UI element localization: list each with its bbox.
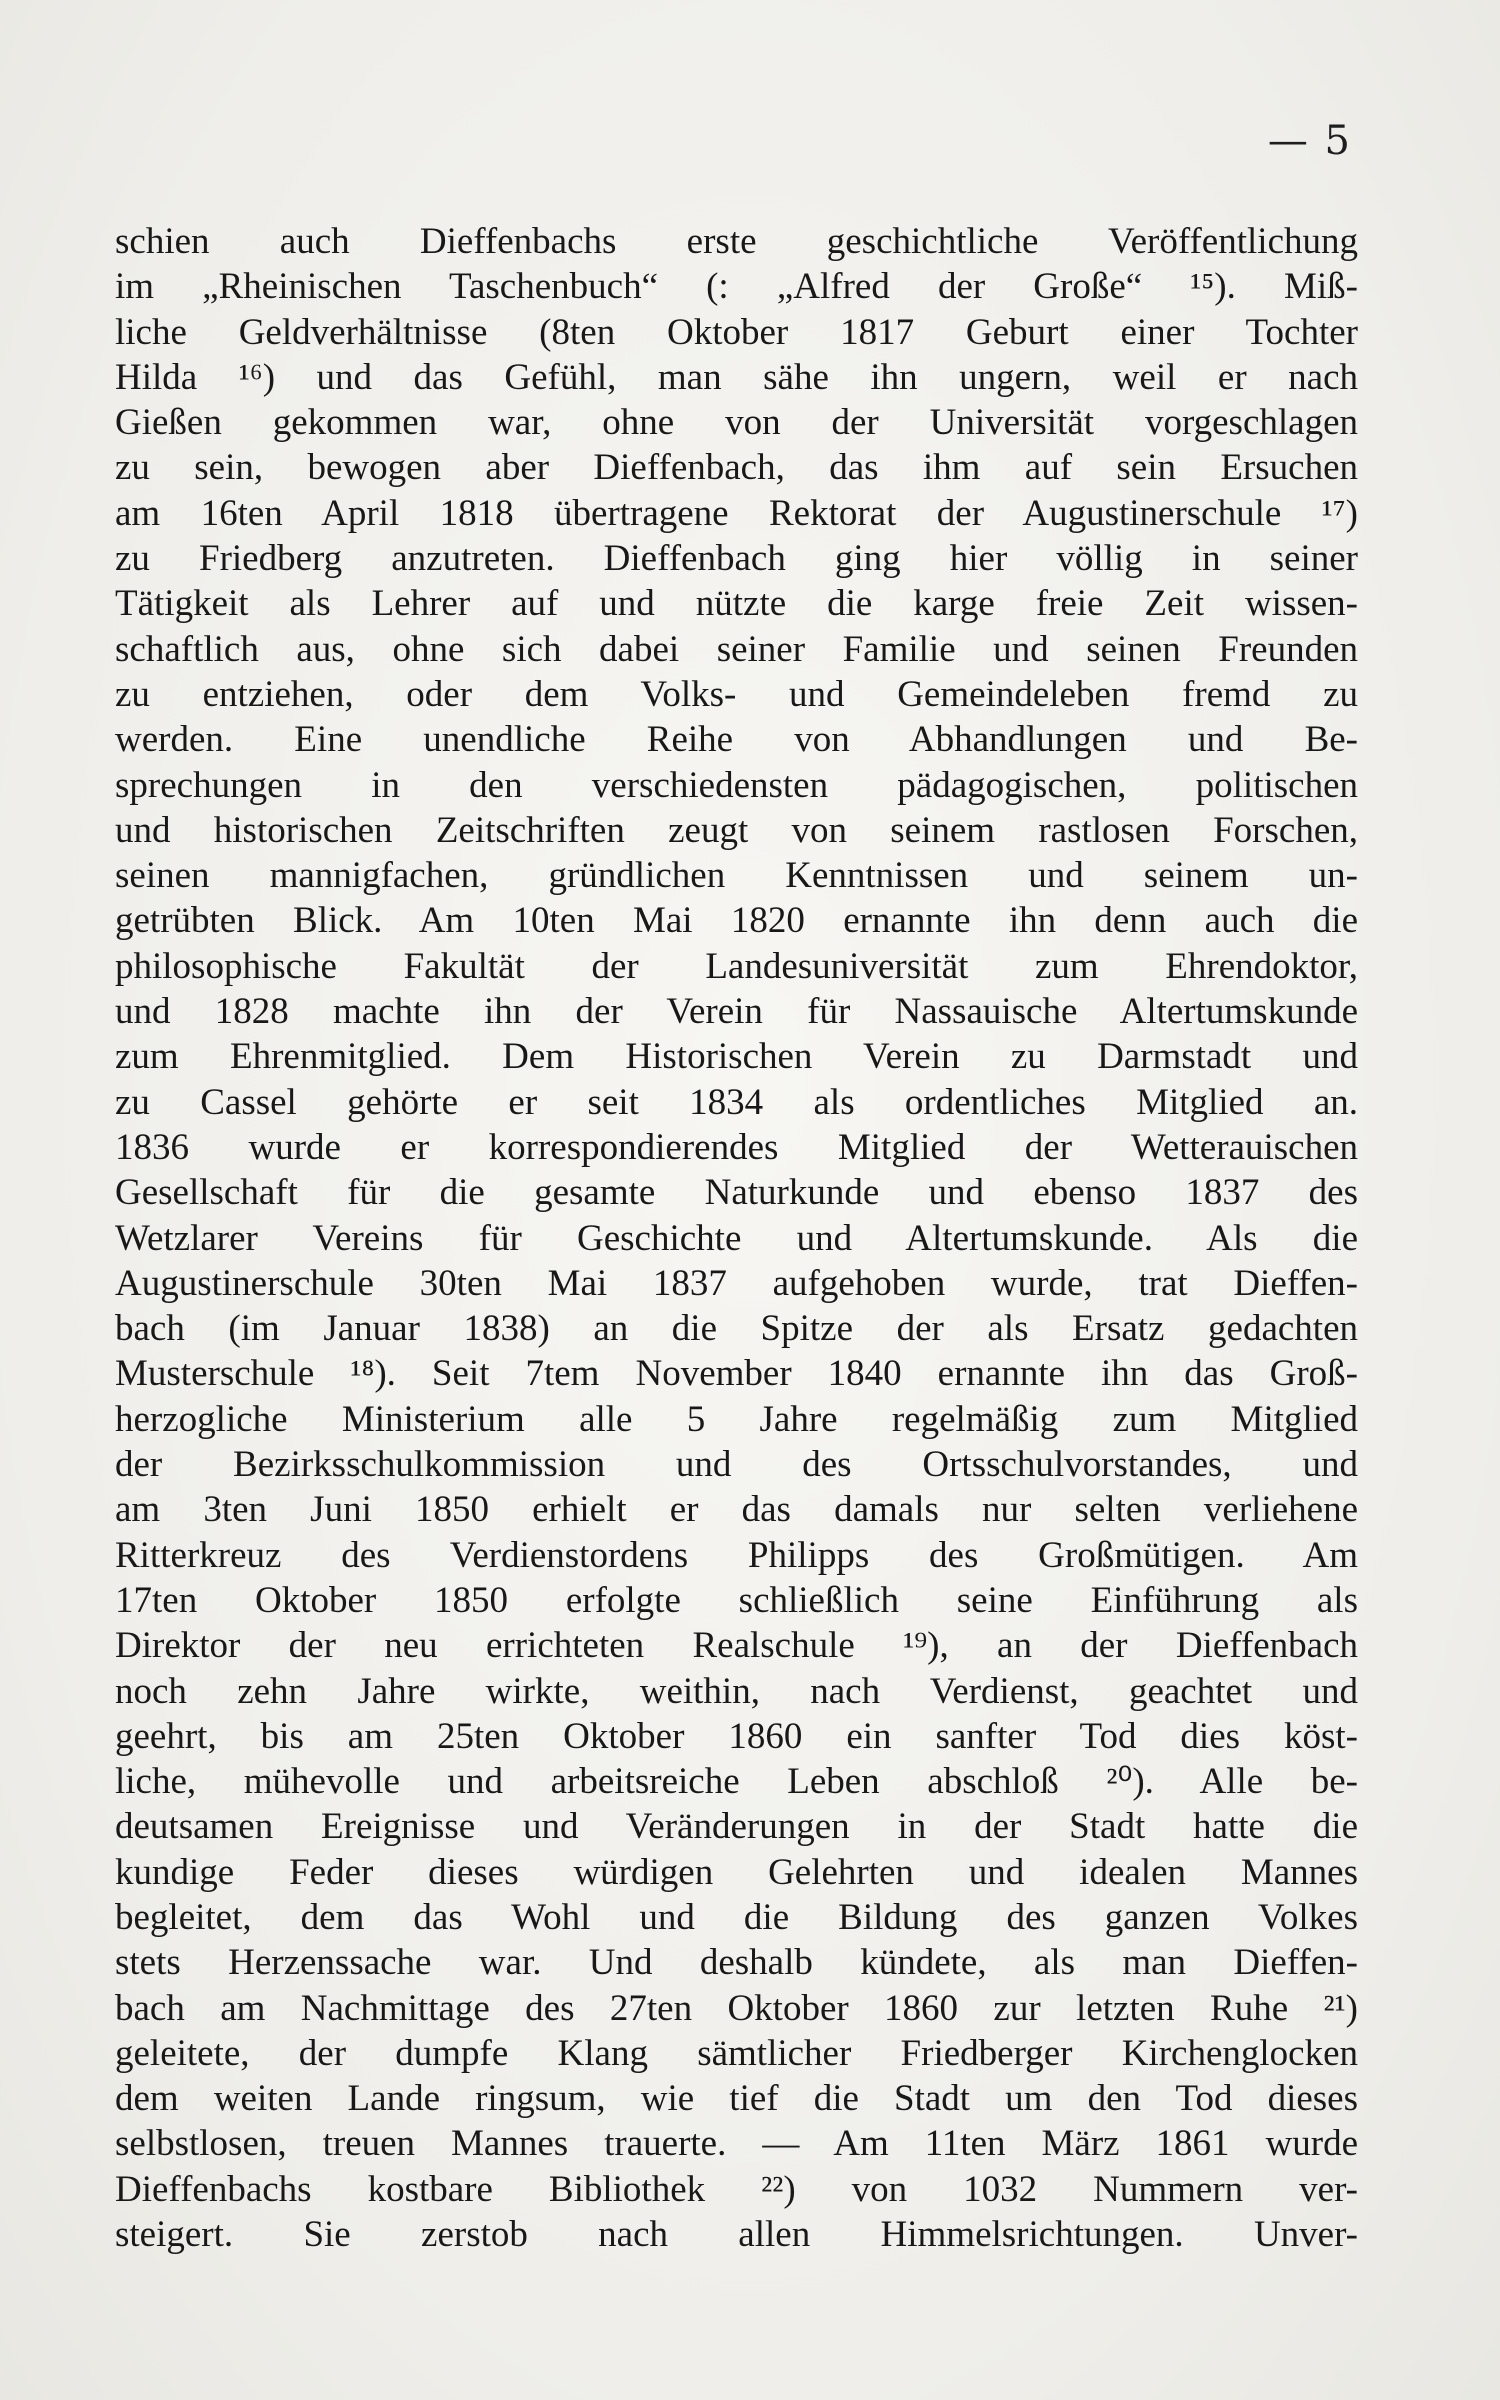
- text-line: geleitete, der dumpfe Klang sämtlicher Friedberger Kirchenglocken: [115, 2032, 1358, 2074]
- text-line: schaftlich aus, ohne sich dabei seiner Familie und seinen Freunden: [115, 628, 1358, 670]
- text-line: zu Cassel gehörte er seit 1834 als ordentliches Mitglied an.: [115, 1081, 1358, 1123]
- text-line: Dieffenbachs kostbare Bibliothek ²²) von 1032 Nummern ver-: [115, 2168, 1358, 2210]
- text-line: zu sein, bewogen aber Dieffenbach, das ihm auf sein Ersuchen: [115, 447, 1358, 489]
- text-line: im „Rheinischen Taschenbuch“ (: „Alfred der Große“ ¹⁵). Miß-: [115, 266, 1358, 308]
- text-line: werden. Eine unendliche Reihe von Abhandlungen und Be-: [115, 719, 1358, 761]
- text-line: geehrt, bis am 25ten Oktober 1860 ein sanfter Tod dies köst-: [115, 1715, 1358, 1757]
- body-text: [115, 219, 1358, 2257]
- text-line: Hilda ¹⁶) und das Gefühl, man sähe ihn ungern, weil er nach: [115, 356, 1358, 398]
- text-line: Augustinerschule 30ten Mai 1837 aufgehoben wurde, trat Dieffen-: [115, 1262, 1358, 1304]
- text-line: Ritterkreuz des Verdienstordens Philipps des Großmütigen. Am: [115, 1534, 1358, 1576]
- text-line: am 3ten Juni 1850 erhielt er das damals nur selten verliehene: [115, 1489, 1358, 1531]
- text-line: seinen mannigfachen, gründlichen Kenntnissen und seinem un-: [115, 855, 1358, 897]
- text-line: Musterschule ¹⁸). Seit 7tem November 1840 ernannte ihn das Groß-: [115, 1353, 1358, 1395]
- text-line: dem weiten Lande ringsum, wie tief die Stadt um den Tod dieses: [115, 2078, 1358, 2120]
- text-line: getrübten Blick. Am 10ten Mai 1820 ernannte ihn denn auch die: [115, 900, 1358, 942]
- text-line: und historischen Zeitschriften zeugt von seinem rastlosen Forschen,: [115, 809, 1358, 851]
- text-line: begleitet, dem das Wohl und die Bildung des ganzen Volkes: [115, 1896, 1358, 1938]
- text-line: zu Friedberg anzutreten. Dieffenbach ging hier völlig in seiner: [115, 538, 1358, 580]
- text-line: 1836 wurde er korrespondierendes Mitglied der Wetterauischen: [115, 1126, 1358, 1168]
- text-line: und 1828 machte ihn der Verein für Nassauische Altertumskunde: [115, 991, 1358, 1033]
- text-line: philosophische Fakultät der Landesuniversität zum Ehrendoktor,: [115, 945, 1358, 987]
- text-line: steigert. Sie zerstob nach allen Himmelsrichtungen. Unver-: [115, 2214, 1358, 2256]
- text-line: stets Herzenssache war. Und deshalb kündete, als man Dieffen-: [115, 1942, 1358, 1984]
- text-line: bach (im Januar 1838) an die Spitze der als Ersatz gedachten: [115, 1308, 1358, 1350]
- text-line: liche Geldverhältnisse (8ten Oktober 1817 Geburt einer Tochter: [115, 311, 1358, 353]
- text-line: noch zehn Jahre wirkte, weithin, nach Verdienst, geachtet und: [115, 1670, 1358, 1712]
- text-line: selbstlosen, treuen Mannes trauerte. — Am 11ten März 1861 wurde: [115, 2123, 1358, 2165]
- text-line: bach am Nachmittage des 27ten Oktober 1860 zur letzten Ruhe ²¹): [115, 1987, 1358, 2029]
- text-line: kundige Feder dieses würdigen Gelehrten und idealen Mannes: [115, 1851, 1358, 1893]
- text-line: der Bezirksschulkommission und des Ortsschulvorstandes, und: [115, 1444, 1358, 1486]
- text-line: 17ten Oktober 1850 erfolgte schließlich seine Einführung als: [115, 1579, 1358, 1621]
- text-line: zum Ehrenmitglied. Dem Historischen Verein zu Darmstadt und: [115, 1036, 1358, 1078]
- text-line: schien auch Dieffenbachs erste geschichtliche Veröffentlichung: [115, 221, 1358, 262]
- text-line: Wetzlarer Vereins für Geschichte und Altertumskunde. Als die: [115, 1217, 1358, 1259]
- page-number: — 5: [1267, 118, 1352, 164]
- text-line: Gesellschaft für die gesamte Naturkunde und ebenso 1837 des: [115, 1172, 1358, 1214]
- text-line: Gießen gekommen war, ohne von der Universität vorgeschlagen: [115, 402, 1358, 444]
- text-line: liche, mühevolle und arbeitsreiche Leben abschloß ²⁰). Alle be-: [115, 1761, 1358, 1803]
- text-line: Tätigkeit als Lehrer auf und nützte die karge freie Zeit wissen-: [115, 583, 1358, 625]
- text-line: sprechungen in den verschiedensten pädagogischen, politischen: [115, 764, 1358, 806]
- text-line: Direktor der neu errichteten Realschule ¹⁹), an der Dieffenbach: [115, 1625, 1358, 1667]
- text-line: zu entziehen, oder dem Volks- und Gemeindeleben fremd zu: [115, 673, 1358, 715]
- text-line: herzogliche Ministerium alle 5 Jahre regelmäßig zum Mitglied: [115, 1398, 1358, 1440]
- text-line: am 16ten April 1818 übertragene Rektorat der Augustinerschule ¹⁷): [115, 492, 1358, 534]
- text-line: deutsamen Ereignisse und Veränderungen in der Stadt hatte die: [115, 1806, 1358, 1848]
